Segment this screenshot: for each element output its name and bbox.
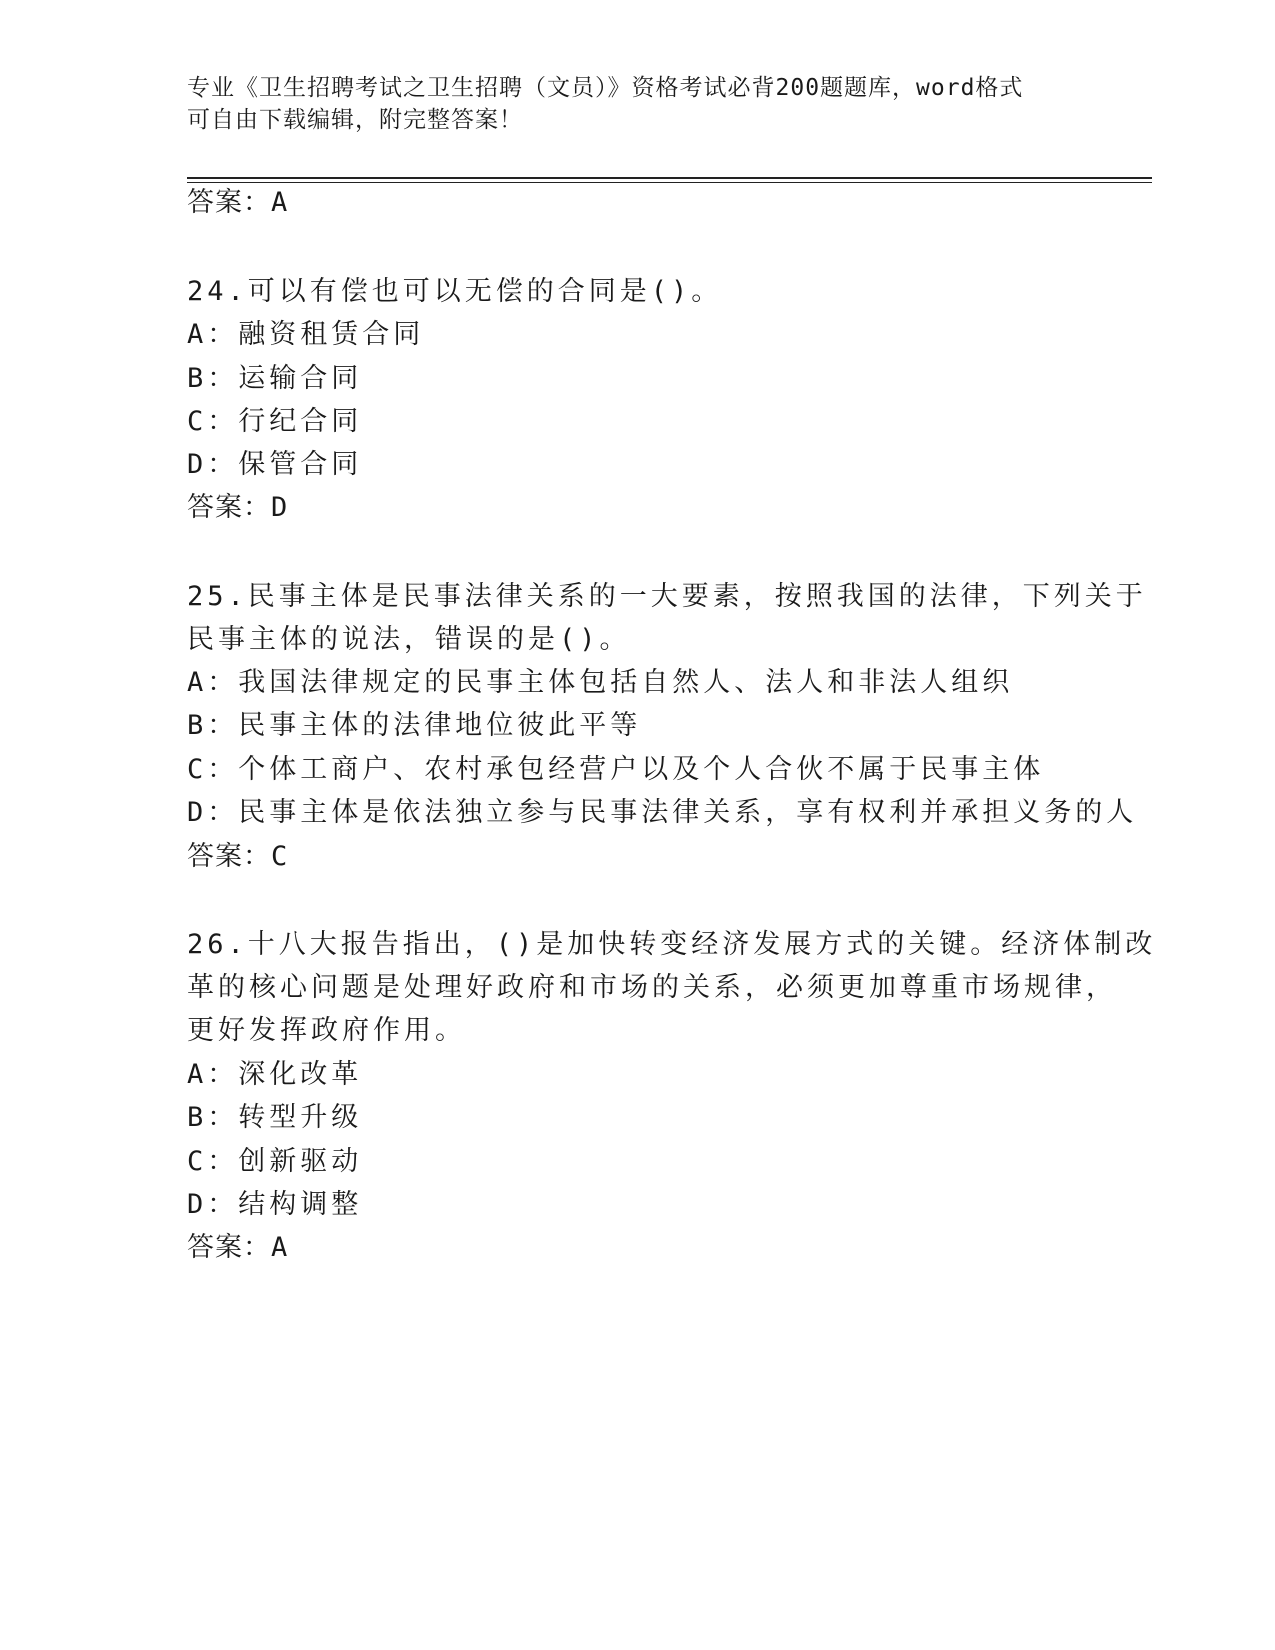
question-stem: 民事主体的说法，错误的是()。 xyxy=(187,624,631,655)
question-stem: 25.民事主体是民事法律关系的一大要素，按照我国的法律，下列关于 xyxy=(187,581,1147,612)
option-a: A：我国法律规定的民事主体包括自然人、法人和非法人组织 xyxy=(187,667,1014,698)
question-stem: 24.可以有偿也可以无偿的合同是()。 xyxy=(187,276,723,307)
answer-value: A xyxy=(271,1232,289,1263)
question-stem: 更好发挥政府作用。 xyxy=(187,1015,466,1046)
question-stem: 革的核心问题是处理好政府和市场的关系，必须更加尊重市场规律， xyxy=(187,972,1117,1003)
answer-label: 答案： xyxy=(187,187,271,218)
question-stem: 26.十八大报告指出，()是加快转变经济发展方式的关键。经济体制改 xyxy=(187,929,1157,960)
header-line-2: 可自由下载编辑，附完整答案！ xyxy=(187,107,523,133)
header-rule-thick xyxy=(187,177,1152,179)
option-d: D：民事主体是依法独立参与民事法律关系，享有权利并承担义务的人 xyxy=(187,797,1138,828)
answer-label: 答案： xyxy=(187,841,271,872)
answer-line xyxy=(187,1231,288,1265)
answer-label: 答案： xyxy=(187,492,271,523)
header-line-1: 专业《卫生招聘考试之卫生招聘（文员）》资格考试必背200题题库，word格式 xyxy=(187,75,1024,101)
answer-value: C xyxy=(271,841,289,872)
answer-label: 答案： xyxy=(187,1232,271,1263)
answer-value: A xyxy=(271,187,289,218)
document-header xyxy=(187,72,1067,136)
answer-line xyxy=(187,840,288,874)
option-c: C：行纪合同 xyxy=(187,406,363,437)
option-d: D：保管合同 xyxy=(187,449,363,480)
option-b: B：运输合同 xyxy=(187,363,363,394)
option-c: C：创新驱动 xyxy=(187,1146,363,1177)
option-b: B：转型升级 xyxy=(187,1102,363,1133)
answer-line xyxy=(187,491,288,525)
answer-line xyxy=(187,186,288,220)
option-b: B：民事主体的法律地位彼此平等 xyxy=(187,710,642,741)
option-c: C：个体工商户、农村承包经营户以及个人合伙不属于民事主体 xyxy=(187,754,1045,785)
option-a: A：深化改革 xyxy=(187,1059,363,1090)
answer-value: D xyxy=(271,492,289,523)
header-rule-thin xyxy=(187,182,1152,183)
option-d: D：结构调整 xyxy=(187,1189,363,1220)
option-a: A：融资租赁合同 xyxy=(187,319,425,350)
